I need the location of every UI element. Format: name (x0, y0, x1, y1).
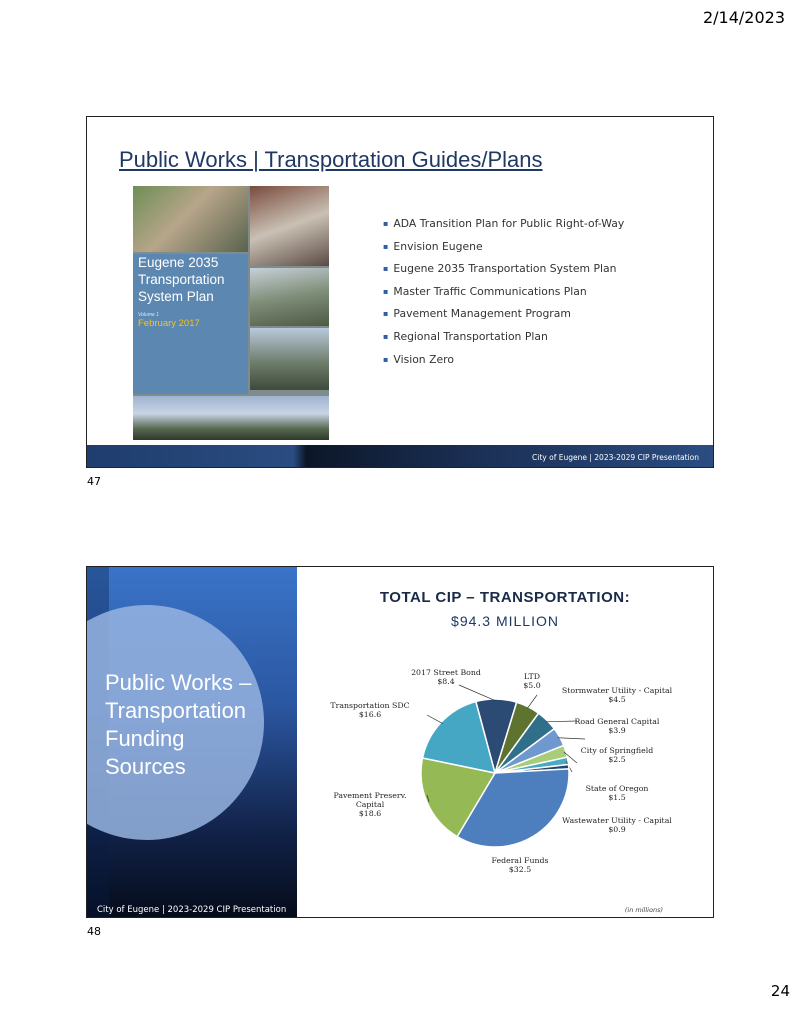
cover-volume: Volume 1 (138, 312, 159, 318)
slice-value-label: $5.0 (523, 681, 541, 690)
slice-category-label: Transportation SDC (330, 701, 410, 710)
cyclists-photo (133, 186, 248, 252)
list-item: ▪ ADA Transition Plan for Public Right-of-Way (383, 217, 624, 240)
list-item: ▪ Pavement Management Program (383, 307, 624, 330)
slice-category-label: State of Oregon (585, 784, 649, 793)
slide-48 (86, 566, 714, 918)
plans-list (383, 217, 624, 375)
slice-value-label: $18.6 (358, 809, 382, 818)
list-item: ▪ Envision Eugene (383, 240, 624, 263)
slice-category-label: 2017 Street Bond (411, 668, 481, 677)
slice-category-label: Road General Capital (574, 717, 660, 726)
chart-subtitle: $94.3 MILLION (451, 613, 559, 629)
slice-value-label: $0.9 (608, 825, 626, 834)
slice-value-label: $1.5 (608, 793, 626, 802)
highway-photo (250, 268, 329, 326)
leader-line (427, 715, 443, 724)
slice-category-label: Federal Funds (491, 856, 549, 865)
cover-title: Eugene 2035 Transportation System Plan (138, 255, 225, 304)
slice-value-label: $8.4 (437, 677, 455, 686)
leader-line (459, 685, 496, 701)
plan-cover-image (133, 186, 329, 440)
street-sign-photo (250, 328, 329, 390)
slice-category-label: Pavement Preserv. (333, 791, 407, 800)
units-note: (in millions) (624, 906, 663, 914)
cover-date: February 2017 (138, 318, 200, 329)
slice-category-label: City of Springfield (580, 746, 654, 755)
station-photo (250, 186, 329, 266)
slice-category-label: Stormwater Utility - Capital (561, 686, 673, 695)
slide-footer-text: City of Eugene | 2023-2029 CIP Presentation (532, 453, 699, 462)
list-item: ▪ Regional Transportation Plan (383, 330, 624, 353)
slide-footer-text: City of Eugene | 2023-2029 CIP Presentation (97, 905, 287, 915)
slide-heading: Public Works – Transportation Funding Sources (105, 670, 252, 779)
slice-value-label: $32.5 (508, 865, 532, 874)
date-header: 2/14/2023 (702, 8, 785, 27)
slide-title: Public Works | Transportation Guides/Plans (119, 147, 543, 172)
slice-category-label: Wastewater Utility - Capital (562, 816, 672, 825)
slice-category-label: LTD (524, 672, 540, 681)
slice-category-label: Capital (355, 800, 385, 809)
leader-line (527, 695, 537, 709)
slice-value-label: $2.5 (608, 755, 626, 764)
list-item: ▪ Eugene 2035 Transportation System Plan (383, 262, 624, 285)
pie-chart (87, 567, 713, 917)
list-item: ▪ Master Traffic Communications Plan (383, 285, 624, 308)
list-item: ▪ Vision Zero (383, 353, 624, 376)
slice-value-label: $4.5 (608, 695, 626, 704)
slide-47 (86, 116, 714, 468)
leader-line (558, 738, 585, 739)
cover-text-panel (133, 254, 248, 394)
leader-line (546, 721, 577, 722)
slice-value-label: $3.9 (608, 726, 626, 735)
slide-number: 48 (87, 925, 101, 938)
page-number: 24 (770, 982, 790, 1000)
city-skyline-photo (133, 396, 329, 440)
slide-number: 47 (87, 475, 101, 488)
chart-title: TOTAL CIP – TRANSPORTATION: (379, 589, 631, 606)
slice-value-label: $16.6 (358, 710, 382, 719)
